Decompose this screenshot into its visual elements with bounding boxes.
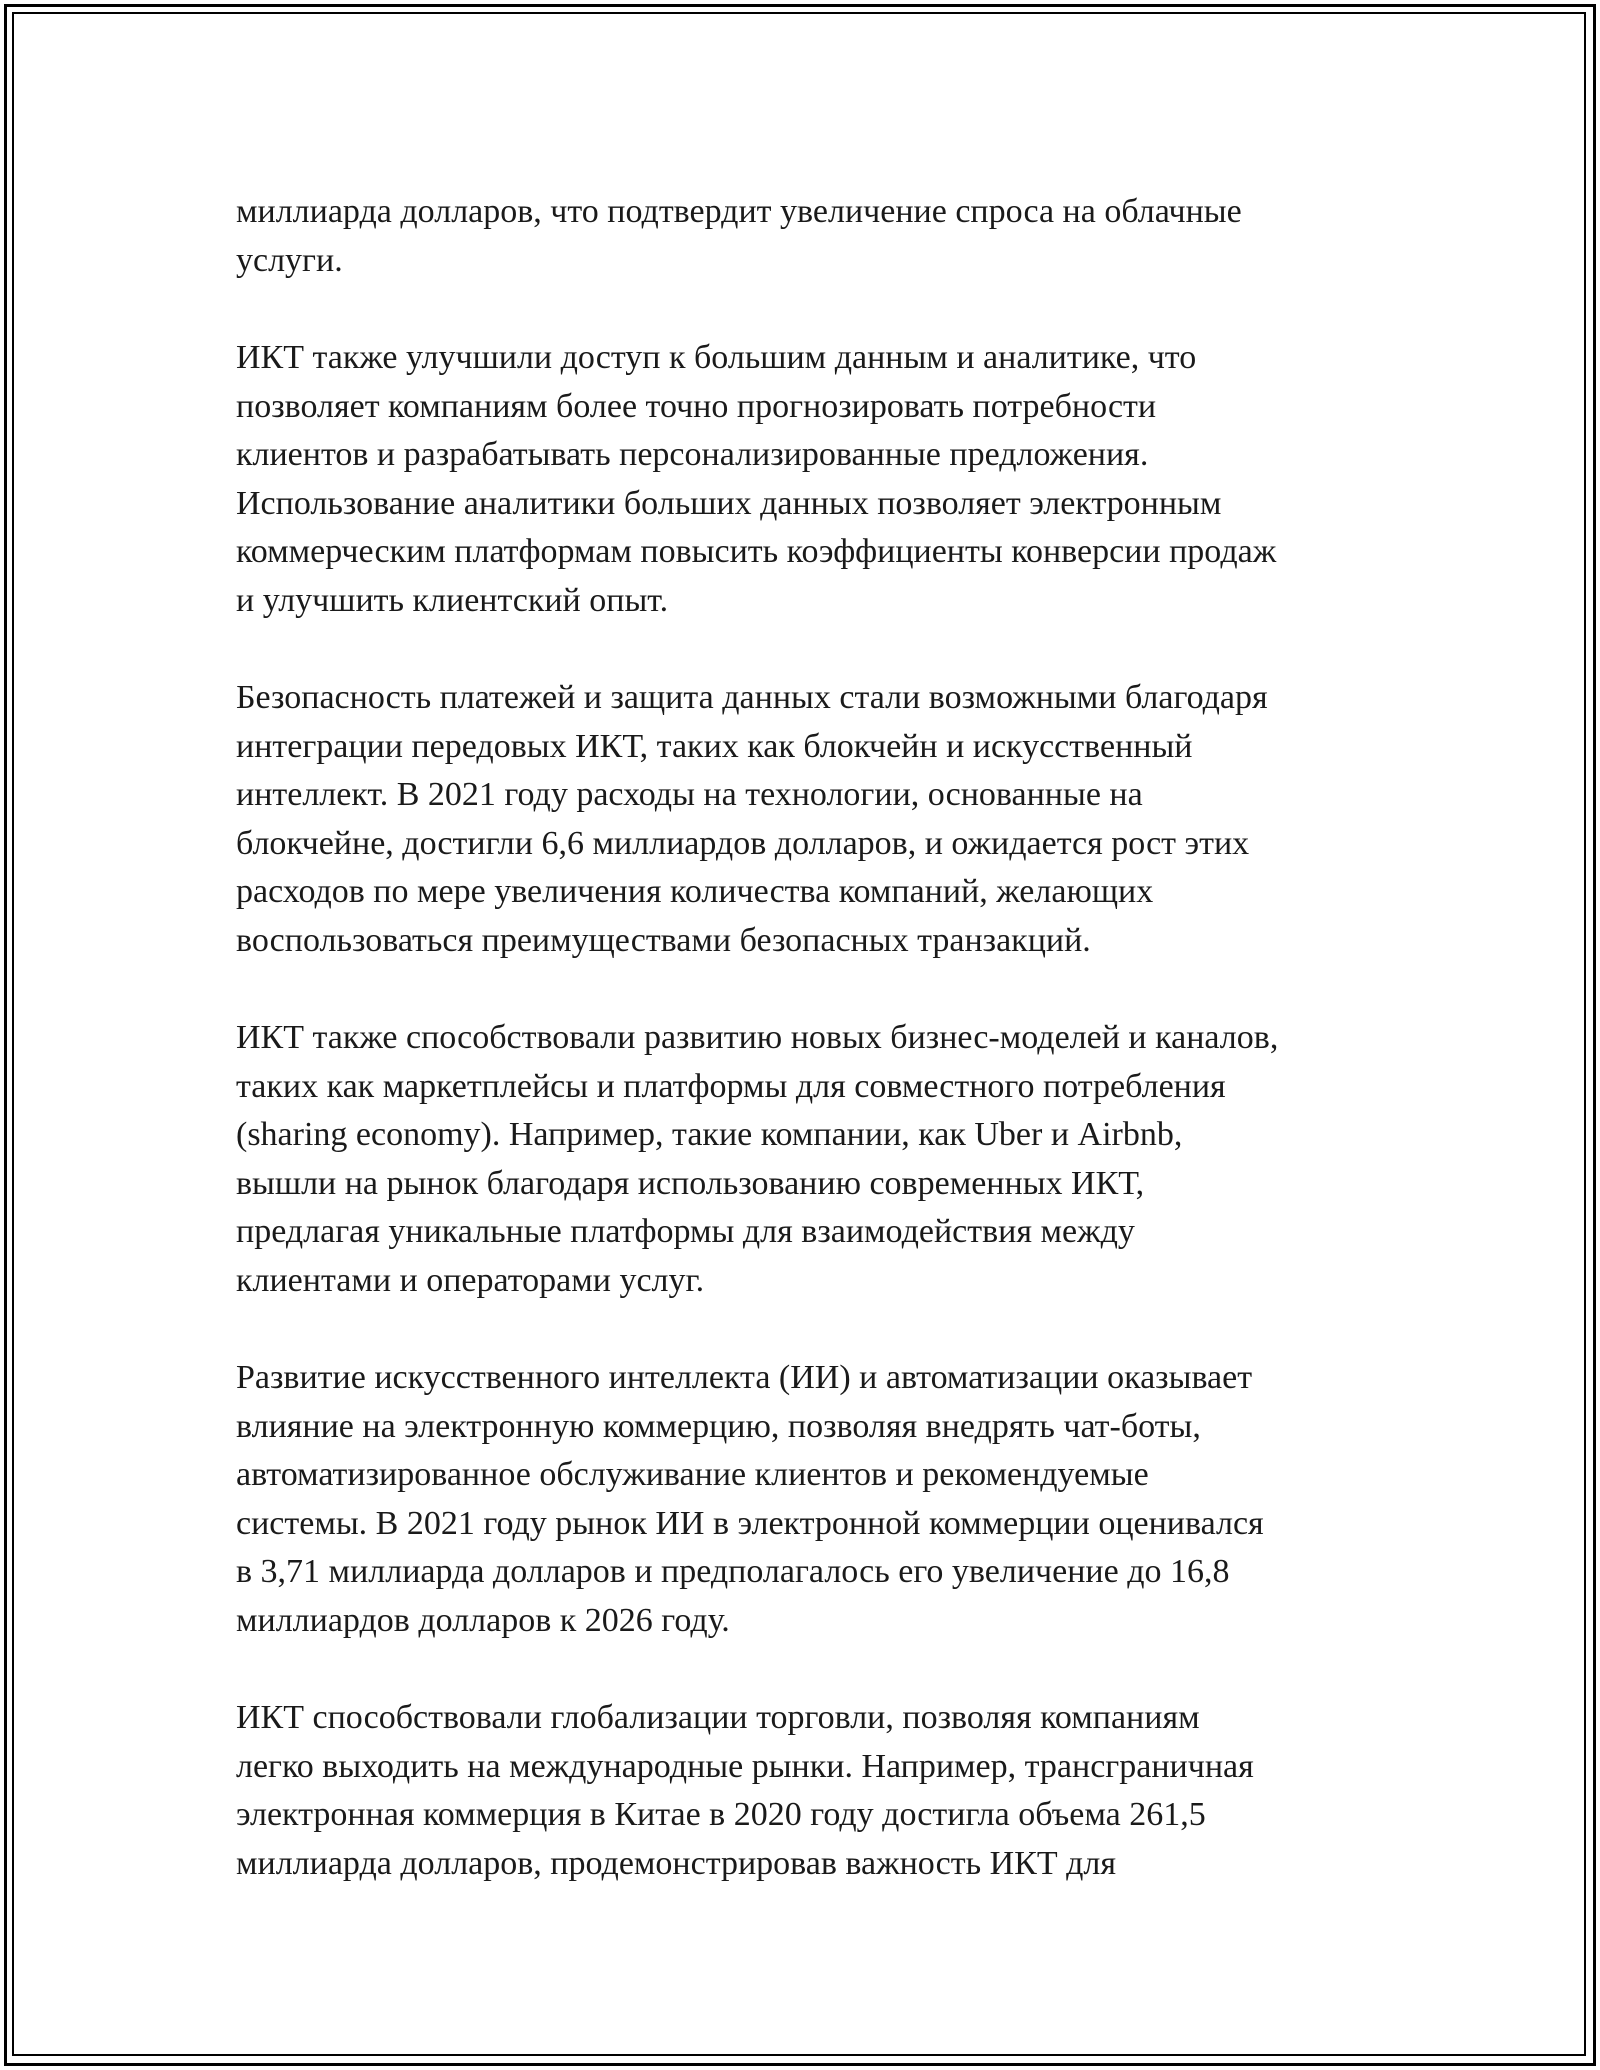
paragraph-3 [236,674,1396,965]
text-line: и улучшить клиентский опыт. [236,581,669,619]
text-line: ИКТ также улучшили доступ к большим данным и аналитике, что [236,339,1197,376]
paragraph-4 [236,1014,1396,1305]
text-line: миллиарда долларов, что подтвердит увеличение спроса на облачные [236,193,1242,230]
text-line: блокчейне, достигли 6,6 миллиардов долларов, и ожидается рост этих [236,824,1250,862]
text-line: (sharing economy). Например, такие компании, как Uber и Airbnb, [236,1116,1183,1153]
paragraph-5 [236,1354,1396,1645]
text-line: услуги. [236,241,343,279]
text-line: Использование аналитики больших данных позволяет электронным [236,484,1222,522]
text-line: в 3,71 миллиарда долларов и предполагалось его увеличение до 16,8 [236,1553,1230,1590]
text-line: влияние на электронную коммерцию, позволяя внедрять чат-боты, [236,1407,1201,1445]
text-line: вышли на рынок благодаря использованию современных ИКТ, [236,1164,1145,1202]
paragraph-2 [236,334,1396,625]
text-line: ИКТ способствовали глобализации торговли, позволяя компаниям [236,1699,1200,1736]
text-line: интеграции передовых ИКТ, таких как блокчейн и искусственный [236,727,1193,765]
text-line: электронная коммерция в Китае в 2020 году достигла объема 261,5 [236,1796,1206,1833]
text-line: расходов по мере увеличения количества компаний, желающих [236,873,1154,910]
text-line: позволяет компаниям более точно прогнозировать потребности [236,387,1157,425]
text-line: воспользоваться преимуществами безопасных транзакций. [236,921,1091,959]
paragraph-6 [236,1694,1396,1888]
text-line: клиентов и разрабатывать персонализированные предложения. [236,436,1149,473]
text-line: Безопасность платежей и защита данных стали возможными благодаря [236,679,1268,716]
text-line: миллиарда долларов, продемонстрировав важность ИКТ для [236,1844,1117,1882]
text-line: системы. В 2021 году рынок ИИ в электронной коммерции оценивался [236,1504,1264,1542]
text-line: ИКТ также способствовали развитию новых бизнес-моделей и каналов, [236,1019,1279,1056]
text-line: интеллект. В 2021 году расходы на технологии, основанные на [236,776,1143,813]
text-line: таких как маркетплейсы и платформы для совместного потребления [236,1067,1226,1105]
text-line: автоматизированное обслуживание клиентов и рекомендуемые [236,1456,1149,1493]
text-line: Развитие искусственного интеллекта (ИИ) и автоматизации оказывает [236,1359,1253,1396]
text-line: коммерческим платформам повысить коэффициенты конверсии продаж [236,533,1277,570]
document-body [236,188,1396,1937]
paragraph-1 [236,188,1396,285]
text-line: клиентами и операторами услуг. [236,1261,705,1299]
text-line: легко выходить на международные рынки. Например, трансграничная [236,1747,1254,1785]
text-line: миллиардов долларов к 2026 году. [236,1601,730,1639]
text-line: предлагая уникальные платформы для взаимодействия между [236,1213,1135,1250]
